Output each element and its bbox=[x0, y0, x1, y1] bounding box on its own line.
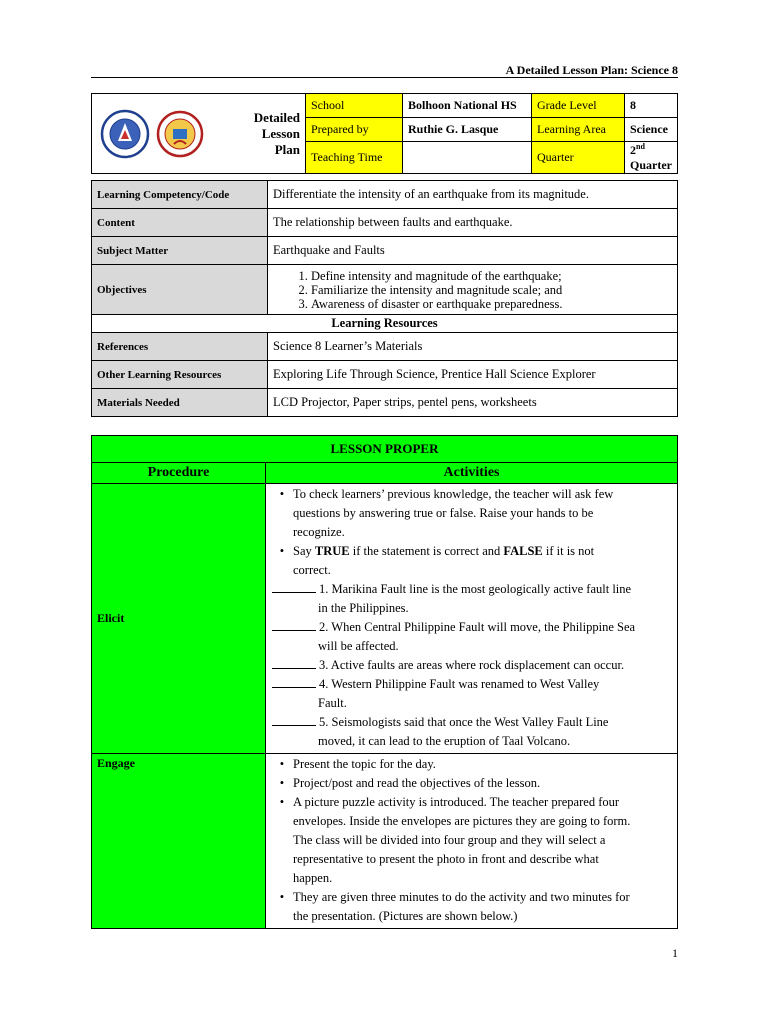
time-value bbox=[403, 142, 532, 174]
content-value: The relationship between faults and earthquake. bbox=[268, 209, 678, 237]
question-item: 5. Seismologists said that once the West Valley Fault Line moved, it can lead to the eruption of Taal Volcano. bbox=[271, 713, 672, 751]
list-item: • A picture puzzle activity is introduced. The teacher prepared four envelopes. Inside the envelopes are pictures they are going to form. The class will be divided into four group and they will select a representative to present the photo in front and describe what happen. bbox=[279, 795, 631, 885]
other-resources-value: Exploring Life Through Science, Prentice Hall Science Explorer bbox=[268, 361, 678, 389]
subject-label: Subject Matter bbox=[92, 237, 268, 265]
content-label: Content bbox=[92, 209, 268, 237]
competency-label: Learning Competency/Code bbox=[92, 181, 268, 209]
references-label: References bbox=[92, 333, 268, 361]
list-item: • Project/post and read the objectives of the lesson. bbox=[279, 776, 541, 790]
grade-value: 8 bbox=[625, 94, 678, 118]
list-item: • Say TRUE if the statement is correct and FALSE if it is not correct. bbox=[279, 544, 595, 577]
references-value: Science 8 Learner’s Materials bbox=[268, 333, 678, 361]
school-value: Bolhoon National HS bbox=[403, 94, 532, 118]
engage-label: Engage bbox=[92, 754, 266, 929]
objectives-list bbox=[268, 265, 678, 315]
grade-label: Grade Level bbox=[532, 94, 625, 118]
list-item: • Present the topic for the day. bbox=[279, 757, 436, 771]
question-item: 1. Marikina Fault line is the most geologically active fault line in the Philippines. bbox=[271, 580, 672, 618]
area-label: Learning Area bbox=[532, 118, 625, 142]
objective-item: 3. Awareness of disaster or earthquake preparedness. bbox=[311, 297, 672, 311]
area-value: Science bbox=[625, 118, 678, 142]
info-table bbox=[91, 93, 678, 174]
lesson-proper-title: LESSON PROPER bbox=[92, 436, 678, 463]
page-number: 1 bbox=[672, 946, 678, 960]
logos-cell bbox=[92, 94, 306, 174]
quarter-value: 2nd Quarter bbox=[625, 142, 678, 174]
lesson-proper-table bbox=[91, 435, 678, 929]
objectives-label: Objectives bbox=[92, 265, 268, 315]
page-header-title: A Detailed Lesson Plan: Science 8 bbox=[505, 63, 678, 77]
elicit-activities bbox=[266, 484, 678, 754]
prepared-label: Prepared by bbox=[306, 118, 403, 142]
list-item: • To check learners’ previous knowledge, the teacher will ask few questions by answering true or false. Raise your hands to be recognize. bbox=[279, 487, 614, 539]
objective-item: 1. Define intensity and magnitude of the earthquake; bbox=[311, 269, 672, 283]
materials-value: LCD Projector, Paper strips, pentel pens, worksheets bbox=[268, 389, 678, 417]
resources-header: Learning Resources bbox=[92, 315, 678, 333]
competency-table bbox=[91, 180, 678, 417]
materials-label: Materials Needed bbox=[92, 389, 268, 417]
activities-header: Activities bbox=[266, 463, 678, 484]
question-item: 4. Western Philippine Fault was renamed to West Valley Fault. bbox=[271, 675, 672, 713]
list-item: • They are given three minutes to do the activity and two minutes for the presentation. (Pictures are shown below.) bbox=[279, 890, 630, 923]
other-resources-label: Other Learning Resources bbox=[92, 361, 268, 389]
deped-seal-icon bbox=[100, 109, 150, 159]
school-seal-icon bbox=[156, 110, 204, 158]
question-item: 3. Active faults are areas where rock displacement can occur. bbox=[271, 656, 672, 675]
time-label: Teaching Time bbox=[306, 142, 403, 174]
quarter-label: Quarter bbox=[532, 142, 625, 174]
competency-value: Differentiate the intensity of an earthquake from its magnitude. bbox=[268, 181, 678, 209]
school-label: School bbox=[306, 94, 403, 118]
question-item: 2. When Central Philippine Fault will move, the Philippine Sea will be affected. bbox=[271, 618, 672, 656]
dlp-title: Detailed Lesson Plan bbox=[253, 109, 300, 157]
header-rule bbox=[91, 77, 678, 78]
procedure-header: Procedure bbox=[92, 463, 266, 484]
elicit-label: Elicit bbox=[92, 484, 266, 754]
prepared-value: Ruthie G. Lasque bbox=[403, 118, 532, 142]
subject-value: Earthquake and Faults bbox=[268, 237, 678, 265]
engage-activities bbox=[266, 754, 678, 929]
objective-item: 2. Familiarize the intensity and magnitude scale; and bbox=[311, 283, 672, 297]
